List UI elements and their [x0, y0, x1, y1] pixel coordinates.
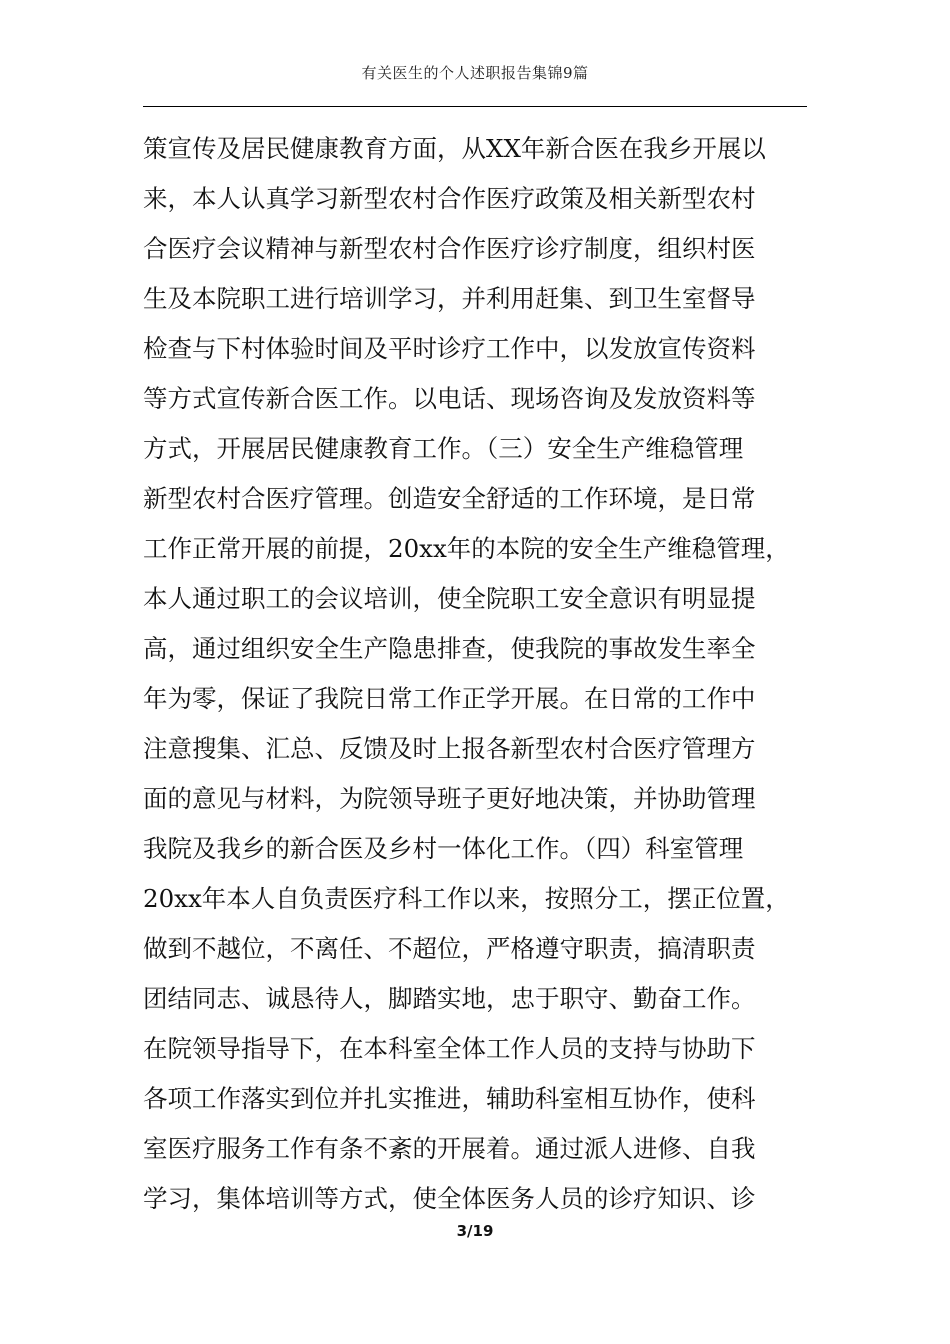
body-line: 各项工作落实到位并扎实推进，辅助科室相互协作，使科: [143, 1084, 756, 1113]
body-line: 20xx年本人自负责医疗科工作以来，按照分工，摆正位置，: [143, 884, 790, 913]
body-line: 学习，集体培训等方式，使全体医务人员的诊疗知识、诊: [143, 1184, 756, 1213]
body-line: 室医疗服务工作有条不紊的开展着。通过派人进修、自我: [143, 1134, 756, 1163]
page-number: 3/19: [456, 1222, 494, 1240]
body-line: 策宣传及居民健康教育方面，从XX年新合医在我乡开展以: [143, 134, 766, 163]
body-line: 合医疗会议精神与新型农村合作医疗诊疗制度，组织村医: [143, 234, 756, 263]
document-body: [143, 124, 813, 1224]
body-line: 来，本人认真学习新型农村合作医疗政策及相关新型农村: [143, 184, 756, 213]
body-line: 本人通过职工的会议培训，使全院职工安全意识有明显提: [143, 584, 756, 613]
body-line: 方式，开展居民健康教育工作。（三）安全生产维稳管理: [143, 434, 744, 463]
body-line: 团结同志、诚恳待人，脚踏实地，忠于职守、勤奋工作。: [143, 984, 756, 1013]
body-line: 检查与下村体验时间及平时诊疗工作中，以发放宣传资料: [143, 334, 756, 363]
header-divider: [143, 106, 807, 107]
body-line: 工作正常开展的前提，20xx年的本院的安全生产维稳管理，: [143, 534, 790, 563]
body-line: 面的意见与材料，为院领导班子更好地决策，并协助管理: [143, 784, 756, 813]
body-line: 我院及我乡的新合医及乡村一体化工作。（四）科室管理: [143, 834, 744, 863]
body-line: 年为零，保证了我院日常工作正学开展。在日常的工作中: [143, 684, 756, 713]
body-line: 做到不越位，不离任、不超位，严格遵守职责，搞清职责: [143, 934, 756, 963]
body-line: 新型农村合医疗管理。创造安全舒适的工作环境，是日常: [143, 484, 756, 513]
body-line: 等方式宣传新合医工作。以电话、现场咨询及发放资料等: [143, 384, 756, 413]
page-header-title: 有关医生的个人述职报告集锦9篇: [361, 64, 589, 82]
body-line: 高，通过组织安全生产隐患排查，使我院的事故发生率全: [143, 634, 756, 663]
body-line: 生及本院职工进行培训学习，并利用赶集、到卫生室督导: [143, 284, 756, 313]
body-line: 在院领导指导下，在本科室全体工作人员的支持与协助下: [143, 1034, 756, 1063]
body-line: 注意搜集、汇总、反馈及时上报各新型农村合医疗管理方: [143, 734, 756, 763]
